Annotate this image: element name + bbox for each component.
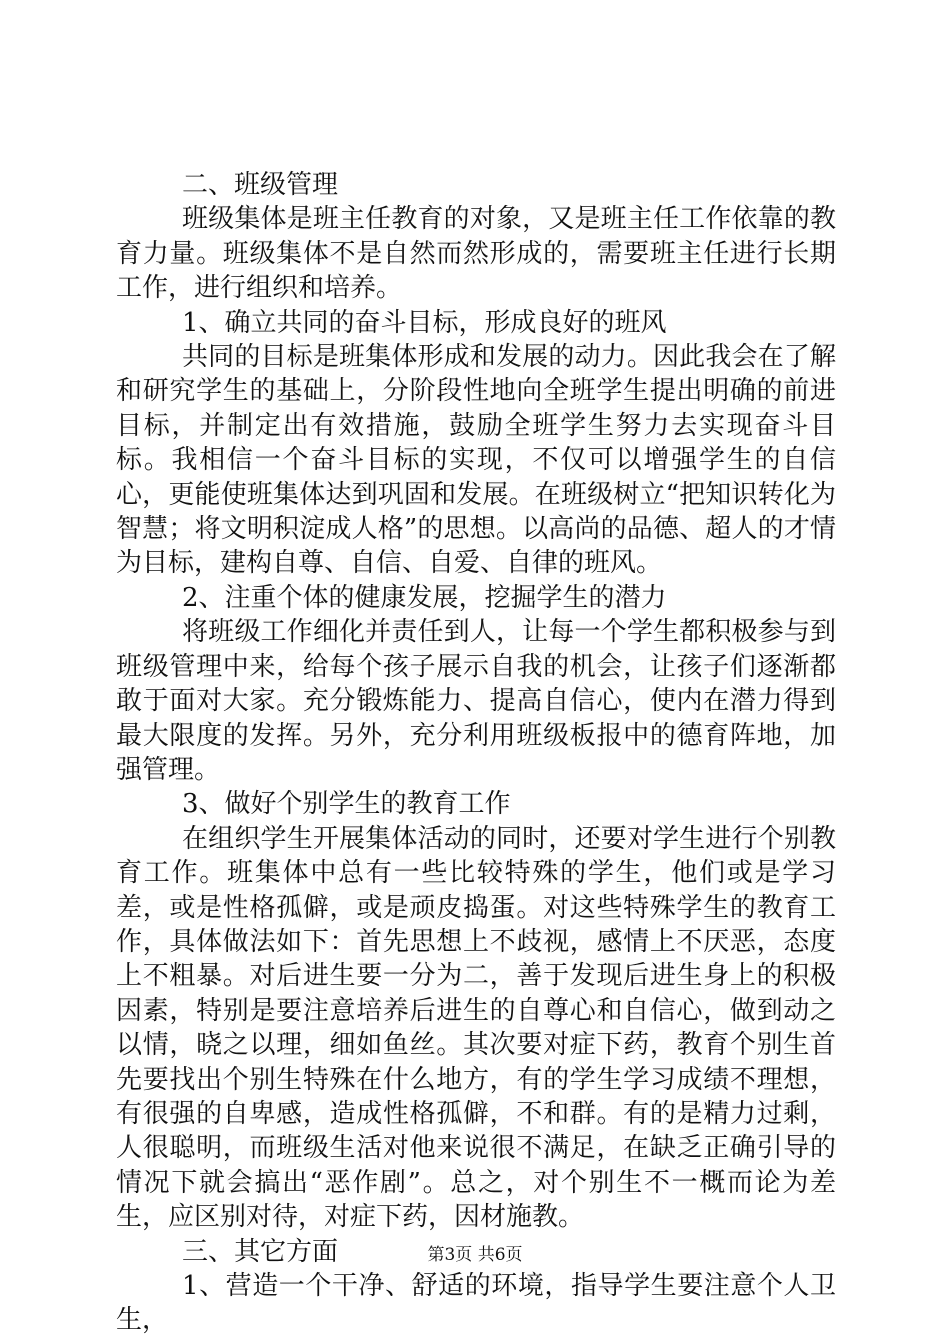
subheading-common-goal: 1、确立共同的奋斗目标，形成良好的班风 [182,307,667,338]
paragraph-other-aspects: 1、营造一个干净、舒适的环境，指导学生要注意个人卫生， [116,1271,836,1336]
paragraph-individual-development: 将班级工作细化并责任到人，让每一个学生都积极参与到班级管理中来，给每个孩子展示自我的机会，让孩子们逐渐都敢于面对大家。充分锻炼能力、提高自信心，使内在潜力得到最大限度的发挥。另外，充分利用班级板报中的德育阵地，加强管理。 [116,617,836,785]
page-footer: 第3页 共6页 [427,1245,523,1265]
paragraph-common-goal: 共同的目标是班集体形成和发展的动力。因此我会在了解和研究学生的基础上，分阶段性地向全班学生提出明确的前进目标，并制定出有效措施，鼓励全班学生努力去实现奋斗目标。我相信一个奋斗目标的实现，不仅可以增强学生的自信心，更能使班集体达到巩固和发展。在班级树立“把知识转化为智慧；将文明积淀成人格”的思想。以高尚的品德、超人的才情为目标，建构自尊、自信、自爱、自律的班风。 [116,342,836,579]
section-heading-class-management: 二、班级管理 [182,170,339,200]
document-body [116,168,836,1338]
subheading-individual-development: 2、注重个体的健康发展，挖掘学生的潜力 [182,582,667,613]
paragraph-individual-education: 在组织学生开展集体活动的同时，还要对学生进行个别教育工作。班集体中总有一些比较特殊的学生，他们或是学习差，或是性格孤僻，或是顽皮捣蛋。对这些特殊学生的教育工作，具体做法如下：首先思想上不歧视，感情上不厌恶，态度上不粗暴。对后进生要一分为二，善于发现后进生身上的积极因素，特别是要注意培养后进生的自尊心和自信心，做到动之以情，晓之以理，细如鱼丝。其次要对症下药，教育个别生首先要找出个别生特殊在什么地方，有的学生学习成绩不理想，有很强的自卑感，造成性格孤僻，不和群。有的是精力过剩，人很聪明，而班级生活对他来说很不满足，在缺乏正确引导的情况下就会搞出“恶作剧”。总之，对个别生不一概而论为差生，应区别对待，对症下药，因材施教。 [116,823,836,1233]
paragraph-intro: 班级集体是班主任教育的对象，又是班主任工作依靠的教育力量。班级集体不是自然而然形成的，需要班主任进行长期工作，进行组织和培养。 [116,204,836,304]
subheading-individual-education: 3、做好个别学生的教育工作 [182,789,511,820]
section-heading-other-aspects: 三、其它方面 [182,1236,339,1267]
